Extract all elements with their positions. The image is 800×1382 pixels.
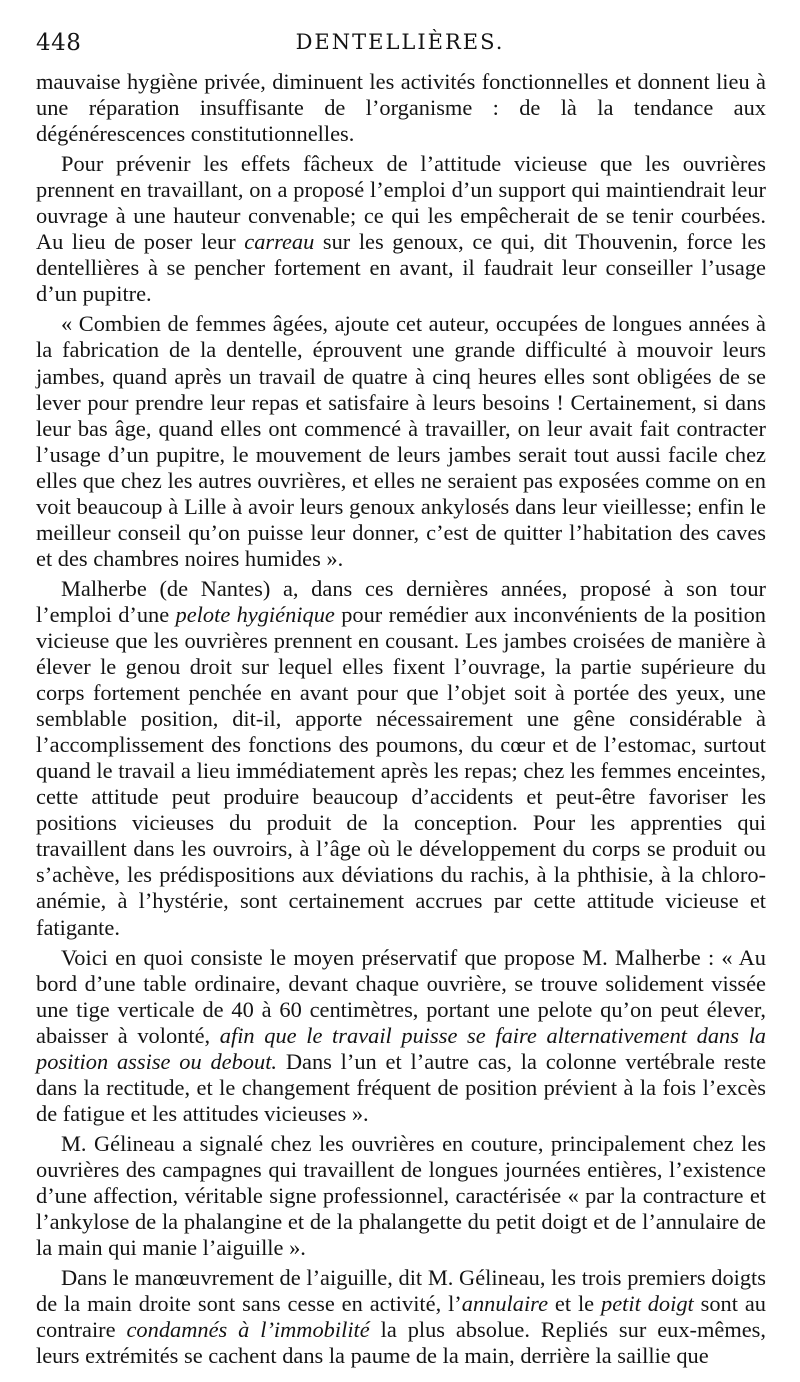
- italic-text-run: annulaire: [461, 1291, 549, 1317]
- page-header: [36, 30, 764, 60]
- text-run: Malherbe (de Nantes) a, dans ces dernières années, proposé à son tour l’emploi d’une: [36, 575, 766, 627]
- text-run: mauvaise hygiène privée, diminuent les activités fonctionnelles et donnent lieu à une réparation insuffisante de l’organisme : de là la tendance aux dégénérescences constitutionnelles.: [36, 69, 766, 147]
- italic-text-run: pelote hygiénique: [175, 601, 335, 627]
- italic-text-run: afin que le travail puisse se faire alternativement dans la position assise ou debout.: [36, 1022, 766, 1074]
- text-run: Dans l’un et l’autre cas, la colonne vertébrale reste dans la rectitude, et le changement fréquent de position prévient à la fois l’excès de fatigue et les attitudes vicieuses ».: [36, 1048, 767, 1126]
- paragraph: [36, 1265, 766, 1369]
- page-number: 448: [36, 30, 82, 56]
- paragraph: [36, 311, 766, 571]
- text-run: M. Gélineau a signalé chez les ouvrières en couture, principalement chez les ouvrières des campagnes qui travaillent de longues journées entières, l’existence d’une affection, véritable signe professionnel, caractérisée « par la contracture et l’ankylose de la phalangine et de la phalangette du petit doigt et de l’annulaire de la main qui manie l’aiguille ».: [36, 1130, 766, 1261]
- italic-text-run: carreau: [244, 229, 315, 255]
- paragraph: [36, 945, 766, 1127]
- text-run: Pour prévenir les effets fâcheux de l’attitude vicieuse que les ouvrières prennent en travaillant, on a proposé l’emploi d’un support qui maintiendrait leur ouvrage à une hauteur convenable; ce qui les empêcherait de se tenir courbées. Au lieu de poser leur: [36, 151, 766, 255]
- text-run: sur les genoux, ce qui, dit Thouvenin, force les dentellières à se pencher fortement en avant, il faudrait leur conseiller l’usage d’un pupitre.: [36, 229, 766, 307]
- paragraph: [36, 576, 766, 941]
- text-run: sont au contraire: [36, 1291, 766, 1343]
- italic-text-run: condamnés à l’immobilité: [126, 1317, 370, 1343]
- running-title: DENTELLIÈRES.: [295, 30, 505, 54]
- text-run: la plus absolue. Repliés sur eux-mêmes, leurs extrémités se cachent dans la paume de la main, derrière la saillie que: [36, 1317, 766, 1369]
- body-text: [36, 69, 766, 1369]
- italic-text-run: petit doigt: [601, 1291, 694, 1317]
- paragraph: [36, 1131, 766, 1261]
- text-run: « Combien de femmes âgées, ajoute cet auteur, occupées de longues années à la fabrication de la dentelle, éprouvent une grande difficulté à mouvoir leurs jambes, quand après un travail de quatre à cinq heures elles sont obligées de se lever pour prendre leur repas et satisfaire à leurs besoins ! Certainement, si dans leur bas âge, quand elles ont commencé à travailler, on leur avait fait contracter l’usage d’un pupitre, le mouvement de leurs jambes serait tout aussi facile chez elles que chez les autres ouvrières, et elles ne seraient pas exposées comme on en voit beaucoup à Lille à avoir leurs genoux ankylosés dans leur vieillesse; enfin le meilleur conseil qu’on puisse leur donner, c’est de quitter l’habitation des caves et des chambres noires humides ».: [36, 311, 766, 571]
- paragraph: [36, 69, 766, 147]
- paragraph: [36, 151, 766, 307]
- text-run: Dans le manœuvrement de l’aiguille, dit M. Gélineau, les trois premiers doigts de la main droite sont sans cesse en activité, l’: [36, 1265, 766, 1317]
- text-run: pour remédier aux inconvénients de la position vicieuse que les ouvrières prennent en cousant. Les jambes croisées de manière à élever le genou droit sur lequel elles fixent l’ouvrage, la partie supérieure du corps fortement penchée en avant pour que l’objet soit à portée des yeux, une semblable position, dit-il, apporte nécessairement une gêne considérable à l’accomplissement des fonctions des poumons, du cœur et de l’estomac, surtout quand le travail a lieu immédiatement après les repas; chez les femmes enceintes, cette attitude peut produire beaucoup d’accidents et peut-être favoriser les positions vicieuses du produit de la conception. Pour les apprenties qui travaillent dans les ouvroirs, à l’âge où le développement du corps se produit ou s’achève, les prédispositions aux déviations du rachis, à la phthisie, à la chloro-anémie, à l’hystérie, sont certainement accrues par cette attitude vicieuse et fatigante.: [36, 601, 766, 940]
- text-run: et le: [548, 1291, 602, 1317]
- text-run: Voici en quoi consiste le moyen préservatif que propose M. Malherbe : « Au bord d’une table ordinaire, devant chaque ouvrière, se trouve solidement vissée une tige verticale de 40 à 60 centimètres, portant une pelote qu’on peut élever, abaisser à volonté,: [36, 944, 766, 1048]
